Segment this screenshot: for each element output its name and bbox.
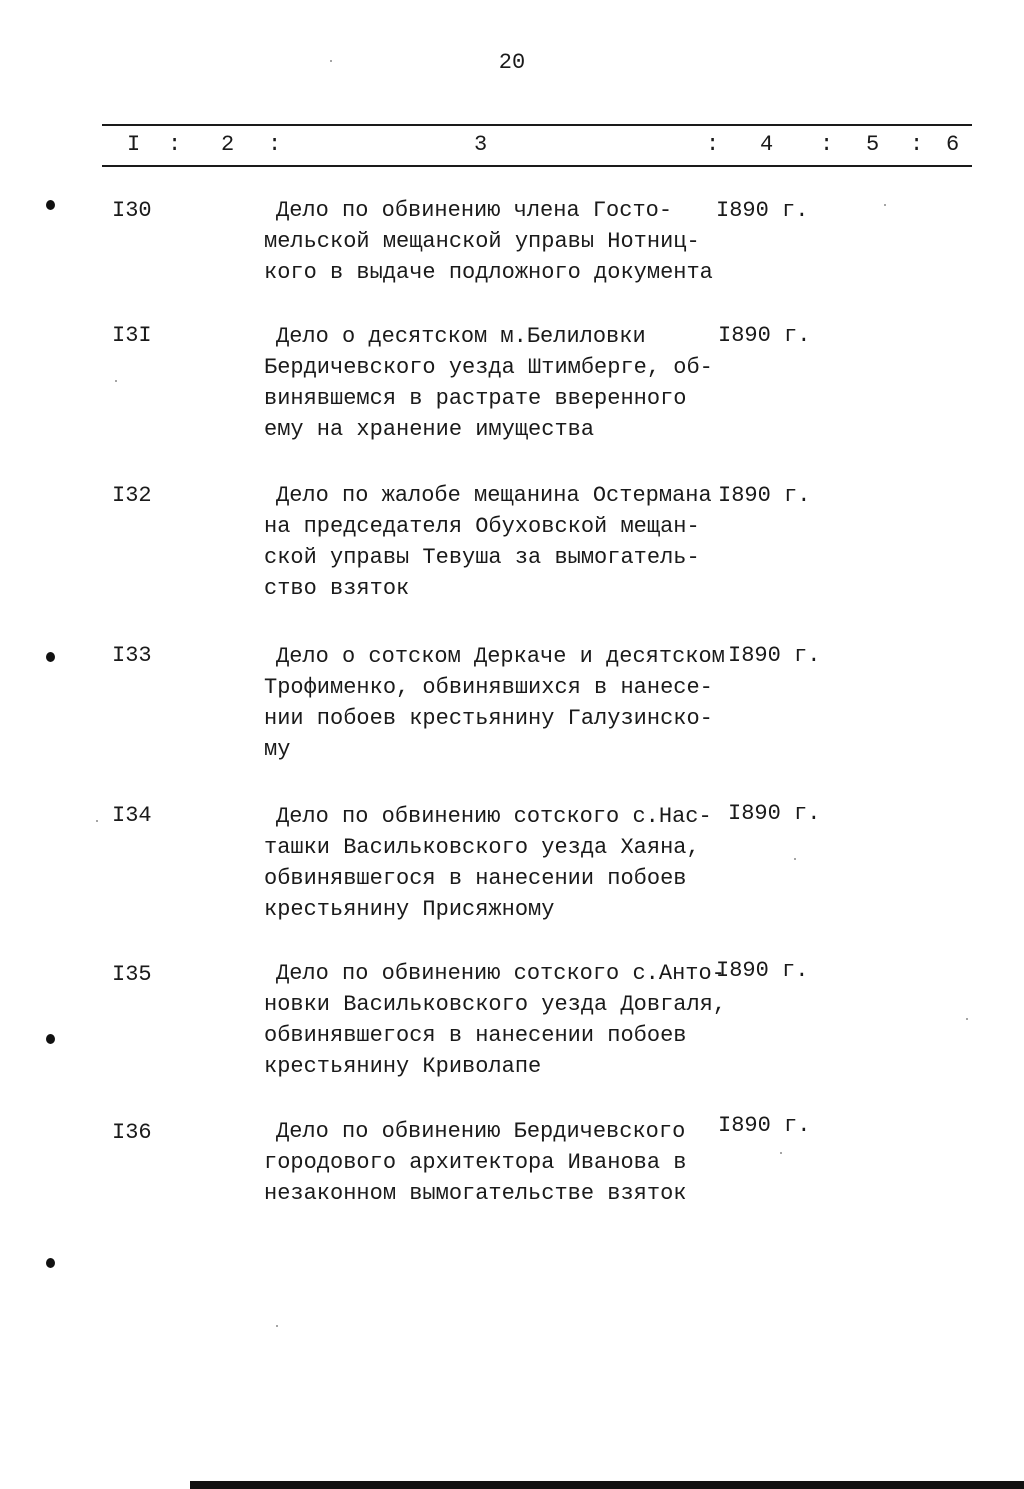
column-header-6: 6	[946, 132, 960, 157]
case-year: I890 г.	[716, 958, 809, 983]
description-line: винявшемся в растрате вверенного	[264, 386, 687, 411]
case-year: I890 г.	[716, 198, 809, 223]
case-description	[264, 801, 714, 925]
scan-speck	[96, 820, 98, 822]
case-description	[264, 958, 727, 1082]
description-line: Бердичевского уезда Штимберге, об-	[264, 355, 713, 380]
description-line: мельской мещанской управы Нотниц-	[264, 229, 700, 254]
case-year: I890 г.	[728, 801, 821, 826]
case-year: I890 г.	[718, 483, 811, 508]
description-line: обвинявшегося в нанесении побоев	[264, 866, 687, 891]
description-line: крестьянину Криволапе	[264, 1054, 542, 1079]
description-line: нии побоев крестьянину Галузинско-	[264, 706, 713, 731]
column-header-3: 3	[474, 132, 488, 157]
scan-speck	[966, 1018, 968, 1020]
scan-speck	[115, 380, 117, 382]
scan-speck	[330, 60, 332, 62]
column-header-1: I	[127, 132, 141, 157]
case-description	[264, 195, 714, 288]
row-number: I33	[112, 643, 152, 668]
description-line: новки Васильковского уезда Довгаля,	[264, 992, 727, 1017]
column-separator: :	[268, 132, 282, 157]
description-line: обвинявшегося в нанесении побоев	[264, 1023, 687, 1048]
description-line: кого в выдаче подложного документа	[264, 260, 713, 285]
description-line: на председателя Обуховской мещан-	[264, 514, 700, 539]
description-line: Дело по обвинению сотского с.Нас-	[276, 804, 712, 829]
page-number: 20	[498, 50, 526, 75]
description-line: Трофименко, обвинявшихся в нанесе-	[264, 675, 713, 700]
description-line: крестьянину Присяжному	[264, 897, 555, 922]
description-line: Дело о десятском м.Белиловки	[276, 324, 646, 349]
description-line: ему на хранение имущества	[264, 417, 595, 442]
description-line: Дело по жалобе мещанина Остермана	[276, 483, 712, 508]
scan-speck	[276, 1325, 278, 1327]
case-description	[264, 641, 725, 765]
case-description	[264, 1116, 714, 1209]
scan-speck	[780, 1152, 782, 1154]
description-line: ской управы Тевуша за вымогатель-	[264, 545, 700, 570]
row-number: I32	[112, 483, 152, 508]
row-number: I34	[112, 803, 152, 828]
scan-bottom-edge	[190, 1481, 1024, 1489]
column-header-2: 2	[221, 132, 235, 157]
description-line: Дело по обвинению члена Госто-	[276, 198, 673, 223]
header-bottom-rule	[102, 165, 972, 167]
column-separator: :	[820, 132, 834, 157]
description-line: городового архитектора Иванова в	[264, 1150, 687, 1175]
punch-hole	[46, 200, 55, 210]
description-line: ство взяток	[264, 576, 410, 601]
punch-hole	[46, 652, 55, 662]
row-number: I35	[112, 962, 152, 987]
case-year: I890 г.	[718, 323, 811, 348]
description-line: Дело о сотском Деркаче и десятском	[276, 644, 725, 669]
column-header-5: 5	[866, 132, 880, 157]
column-separator: :	[168, 132, 182, 157]
case-year: I890 г.	[718, 1113, 811, 1138]
punch-hole	[46, 1258, 55, 1268]
header-top-rule	[102, 124, 972, 126]
row-number: I3I	[112, 323, 152, 348]
scan-speck	[794, 858, 796, 860]
description-line: Дело по обвинению Бердичевского	[276, 1119, 686, 1144]
row-number: I30	[112, 198, 152, 223]
description-line: му	[264, 737, 291, 762]
description-line: Дело по обвинению сотского с.Анто-	[276, 961, 725, 986]
description-line: ташки Васильковского уезда Хаяна,	[264, 835, 700, 860]
case-description	[264, 321, 714, 445]
column-header-4: 4	[760, 132, 774, 157]
description-line: незаконном вымогательстве взяток	[264, 1181, 687, 1206]
column-separator: :	[706, 132, 720, 157]
punch-hole	[46, 1034, 55, 1044]
row-number: I36	[112, 1120, 152, 1145]
column-separator: :	[910, 132, 924, 157]
scan-speck	[884, 204, 886, 206]
case-description	[264, 480, 714, 604]
case-year: I890 г.	[728, 643, 821, 668]
